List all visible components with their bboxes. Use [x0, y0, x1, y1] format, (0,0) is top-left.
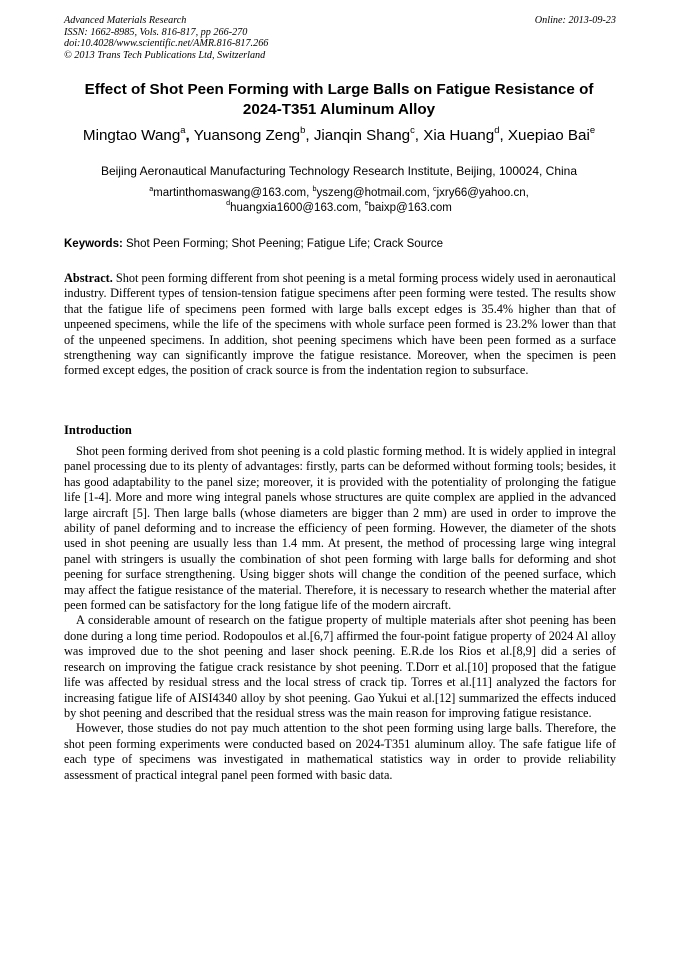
keywords: [64, 237, 616, 251]
abstract: [64, 271, 616, 379]
email-sup: c: [433, 184, 437, 193]
author-separator: ,: [305, 127, 310, 144]
email-link[interactable]: martinthomaswang@163.com,: [153, 187, 310, 199]
title-line-1: Effect of Shot Peen Forming with Large Balls on Fatigue Resistance of: [84, 81, 594, 98]
author-sup: c: [410, 124, 415, 136]
copyright-line: © 2013 Trans Tech Publications Ltd, Switzerland: [64, 49, 266, 61]
email-sup: a: [149, 184, 154, 193]
email-sup: b: [312, 184, 317, 193]
issn-line: ISSN: 1662-8985, Vols. 816-817, pp 266-270: [64, 26, 248, 38]
email-link[interactable]: jxry66@yahoo.cn,: [436, 187, 529, 199]
author-sup: a: [180, 124, 186, 136]
email-line-2: [40, 201, 638, 216]
author-sup: e: [589, 124, 596, 136]
email-link[interactable]: baixp@163.com: [368, 201, 452, 214]
paragraph: Shot peen forming derived from shot peening is a cold plastic forming method. It is widely applied in integral panel processing due to its plenty of advantages: firstly, parts can be deformed without forming tools; besides, it has good adaptability to the panel size; moreover, it is provided with the potentiality of prolonging the fatigue life [1-4]. More and more wing integral panels whose structures are quite complex are applied in the advanced large aircraft [5]. Then large balls (whose diameters are bigger than 2 mm) are used in order to improve the ability of panel deforming and to increase the efficiency of peen forming. However, the diameter of the shots used in shot peening are usually less than 1.4 mm. At present, the method of processing large wing integral panel with stringers is usually the combination of shot peen forming with large balls for deforming and shot peening for surface strengthening. Using bigger shots will change the condition of the peened surface, which may affect the fatigue resistance of the material. Therefore, it is necessary to research whether the material after peen formed can be satisfactory for the long fatigue life of the modern aircraft.: [64, 444, 616, 613]
author-separator: ,: [185, 127, 190, 144]
author-name: Xuepiao Bai: [507, 127, 590, 144]
email-link[interactable]: huangxia1600@163.com,: [230, 201, 362, 214]
author-separator: ,: [499, 127, 504, 144]
journal-name: Advanced Materials Research: [64, 15, 187, 26]
email-line-1: [40, 186, 638, 201]
keywords-label: Keywords:: [64, 238, 123, 250]
author-name: Jianqin Shang: [313, 127, 411, 144]
paper-title: [50, 80, 628, 120]
author-sup: b: [300, 124, 306, 136]
doi-line: doi:10.4028/www.scientific.net/AMR.816-817.266: [64, 38, 269, 49]
author-name: Mingtao Wang: [82, 127, 181, 144]
title-line-2: 2024-T351 Aluminum Alloy: [242, 101, 436, 118]
email-link[interactable]: yszeng@hotmail.com,: [316, 187, 430, 199]
section-heading-introduction: Introduction: [64, 423, 132, 437]
abstract-text: Shot peen forming different from shot peening is a metal forming process widely used in aeronautical industry. Different types of tension-tension fatigue specimens after peen forming were tested. The results show that the fatigue life of specimens peen formed with large balls except edges is 35.4% higher than that of unpeened specimens, while the life of the specimens with whole surface peen formed is 23.2% lower than that of the unpeened specimens. In addition, shot peening specimens which have been peen formed as a surface strengthening way can significantly improve the fatigue resistance. Moreover, when the specimen is peen formed except edges, the position of crack source is from the indentation region to subsurface.: [64, 271, 616, 378]
keywords-text: Shot Peen Forming; Shot Peening; Fatigue Life; Crack Source: [126, 238, 444, 250]
author-separator: ,: [414, 127, 420, 144]
author-sup: d: [494, 124, 500, 136]
affiliation: Beijing Aeronautical Manufacturing Technology Research Institute, Beijing, 100024, China: [100, 164, 578, 178]
paragraph: However, those studies do not pay much attention to the shot peen forming using large balls. Therefore, the shot peen forming experiments were conducted based on 2024-T351 aluminum alloy. The safe fatigue life of each type of specimens was investigated in mathematical statistics way in order to provide reliability assessment of practical integral panel peen formed with basic data.: [64, 721, 616, 782]
email-sup: d: [226, 199, 231, 208]
introduction-body: [64, 444, 616, 783]
author-name: Yuansong Zeng: [193, 127, 301, 144]
paragraph: A considerable amount of research on the fatigue property of multiple materials after shot peening has been done during a long time period. Rodopoulos et al.[6,7] affirmed the four-point fatigue property of 2024 Al alloy was improved due to the shot peening and laser shock peening. E.R.de los Rios et al.[8,9] did a series of research on improving the fatigue crack resistance by shot peening. T.Dorr et al.[10] proposed that the fatigue life was affected by residual stress and the local stress of crack tip. Torres et al.[11] analyzed the factors for increasing fatigue life of AISI4340 alloy by shot peening. Gao Yukui et al.[12] summarized the effects induced by shot peening and described that the residual stress was the main reason for improving fatigue resistance.: [64, 613, 616, 720]
online-date: Online: 2013-09-23: [534, 15, 616, 26]
email-list: [40, 186, 638, 215]
author-name: Xia Huang: [423, 127, 495, 144]
abstract-label: Abstract.: [64, 271, 113, 285]
journal-header: [64, 15, 616, 61]
author-list: [40, 124, 638, 145]
email-sup: e: [364, 199, 369, 208]
